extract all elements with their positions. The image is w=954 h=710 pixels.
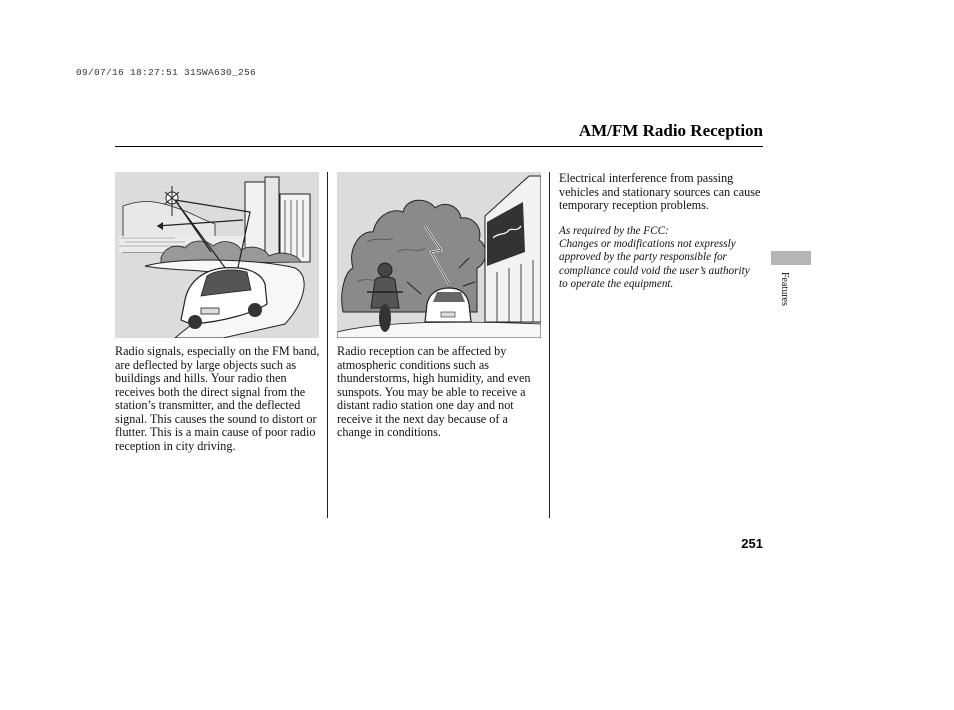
atmospheric-text: Radio reception can be affected by atmospheric conditions such as thunderstorms, high humidity, and even sunspots. You may be able to receive a distant radio station one day and not receive it the next day because of a change in conditions. — [337, 344, 531, 439]
fcc-text: Changes or modifications not expressly approved by the party responsible for compliance could void the user’s authority to operate the equipment. — [559, 238, 750, 290]
interference-paragraph — [559, 172, 765, 213]
section-tab-label: Features — [779, 272, 790, 306]
atmospheric-interference-illustration — [337, 172, 541, 338]
radio-signal-deflection-illustration — [115, 172, 319, 338]
fcc-heading: As required by the FCC: — [559, 225, 669, 237]
column-divider-2 — [549, 172, 550, 518]
print-stamp: 09/07/16 18:27:51 31SWA630_256 — [76, 67, 257, 78]
fcc-notice — [559, 225, 761, 291]
section-tab-marker — [771, 251, 811, 265]
interference-text: Electrical interference from passing vehicles and stationary sources can cause temporary reception problems. — [559, 171, 761, 212]
title-divider — [115, 146, 763, 147]
deflection-text: Radio signals, especially on the FM band, are deflected by large objects such as buildings and hills. Your radio then receives both the direct signal from the station’s transmitter, and the deflected signal. This causes the sound to distort or flutter. This is a main cause of poor radio reception in city driving. — [115, 344, 320, 453]
deflection-paragraph — [115, 345, 321, 453]
page-title: AM/FM Radio Reception — [578, 121, 763, 140]
page-number: 251 — [741, 536, 763, 551]
column-divider-1 — [327, 172, 328, 518]
atmospheric-paragraph — [337, 345, 535, 440]
